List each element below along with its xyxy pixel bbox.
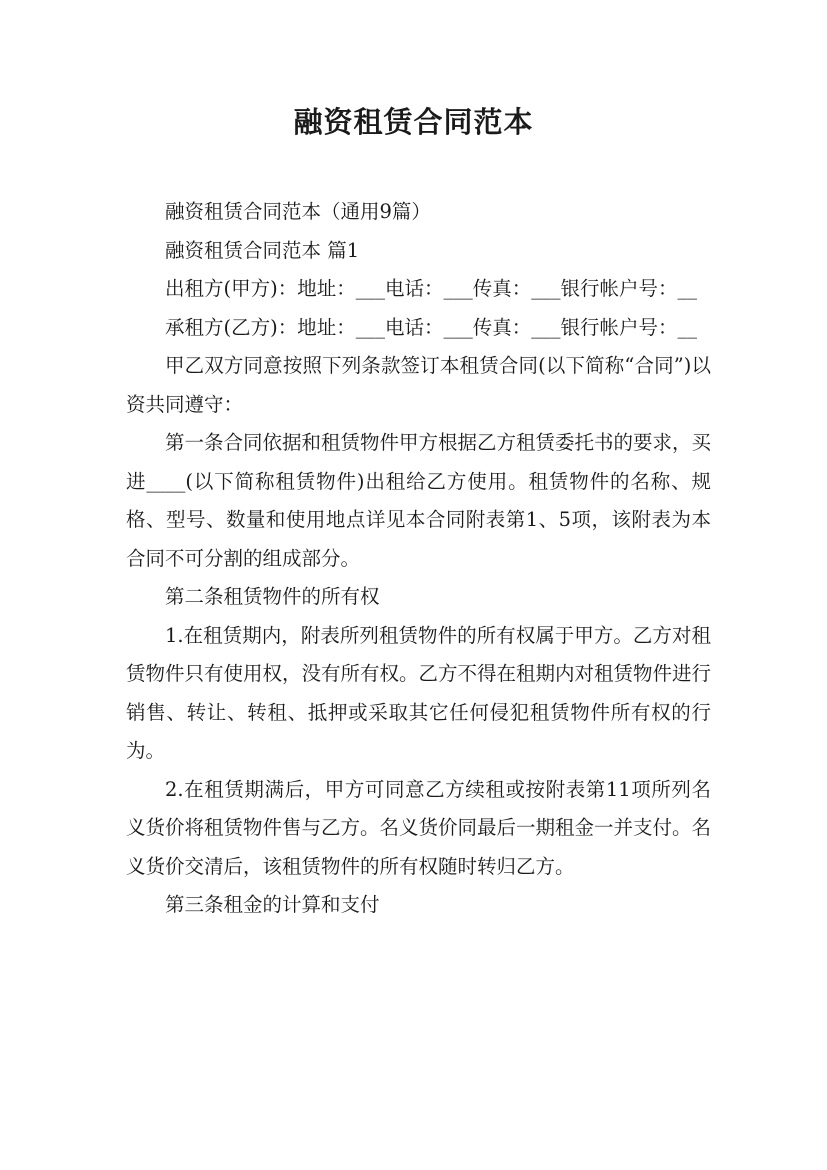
paragraph-clause-3-heading: 第三条租金的计算和支付	[165, 893, 380, 916]
paragraph-article-heading: 融资租赁合同范本 篇1	[165, 238, 360, 262]
paragraph-clause-2-item-2: 2.在租赁期满后，甲方可同意乙方续租或按附表第11项所列名义货价将租赁物件售与乙方。名义货价同最后一期租金一并支付。名义货价交清后，该租赁物件的所有权随时转归乙方。	[126, 777, 712, 878]
paragraph-lessor-info: 出租方(甲方)：地址：___电话：___传真：___银行帐户号：__	[165, 277, 697, 300]
paragraph-clause-2-heading: 第二条租赁物件的所有权	[165, 585, 380, 608]
document-body	[126, 193, 711, 925]
paragraph-lessee-info: 承租方(乙方)：地址：___电话：___传真：___银行帐户号：__	[165, 315, 697, 339]
document-title: 融资租赁合同范本	[293, 105, 534, 139]
paragraph-collection-heading: 融资租赁合同范本（通用9篇）	[165, 200, 431, 223]
paragraph-clause-2-item-1: 1.在租赁期内，附表所列租赁物件的所有权属于甲方。乙方对租赁物件只有使用权，没有所有权。乙方不得在租期内对租赁物件进行销售、转让、转租、抵押或采取其它任何侵犯租赁物件所有权的行为。	[126, 623, 712, 762]
paragraph-clause-1: 第一条合同依据和租赁物件甲方根据乙方租赁委托书的要求，买进____(以下简称租赁物件)出租给乙方使用。租赁物件的名称、规格、型号、数量和使用地点详见本合同附表第1、5项，该附表为本合同不可分割的组成部分。	[126, 431, 712, 570]
paragraph-agreement-intro: 甲乙双方同意按照下列条款签订本租赁合同(以下简称“合同”)以资共同遵守：	[126, 354, 711, 416]
